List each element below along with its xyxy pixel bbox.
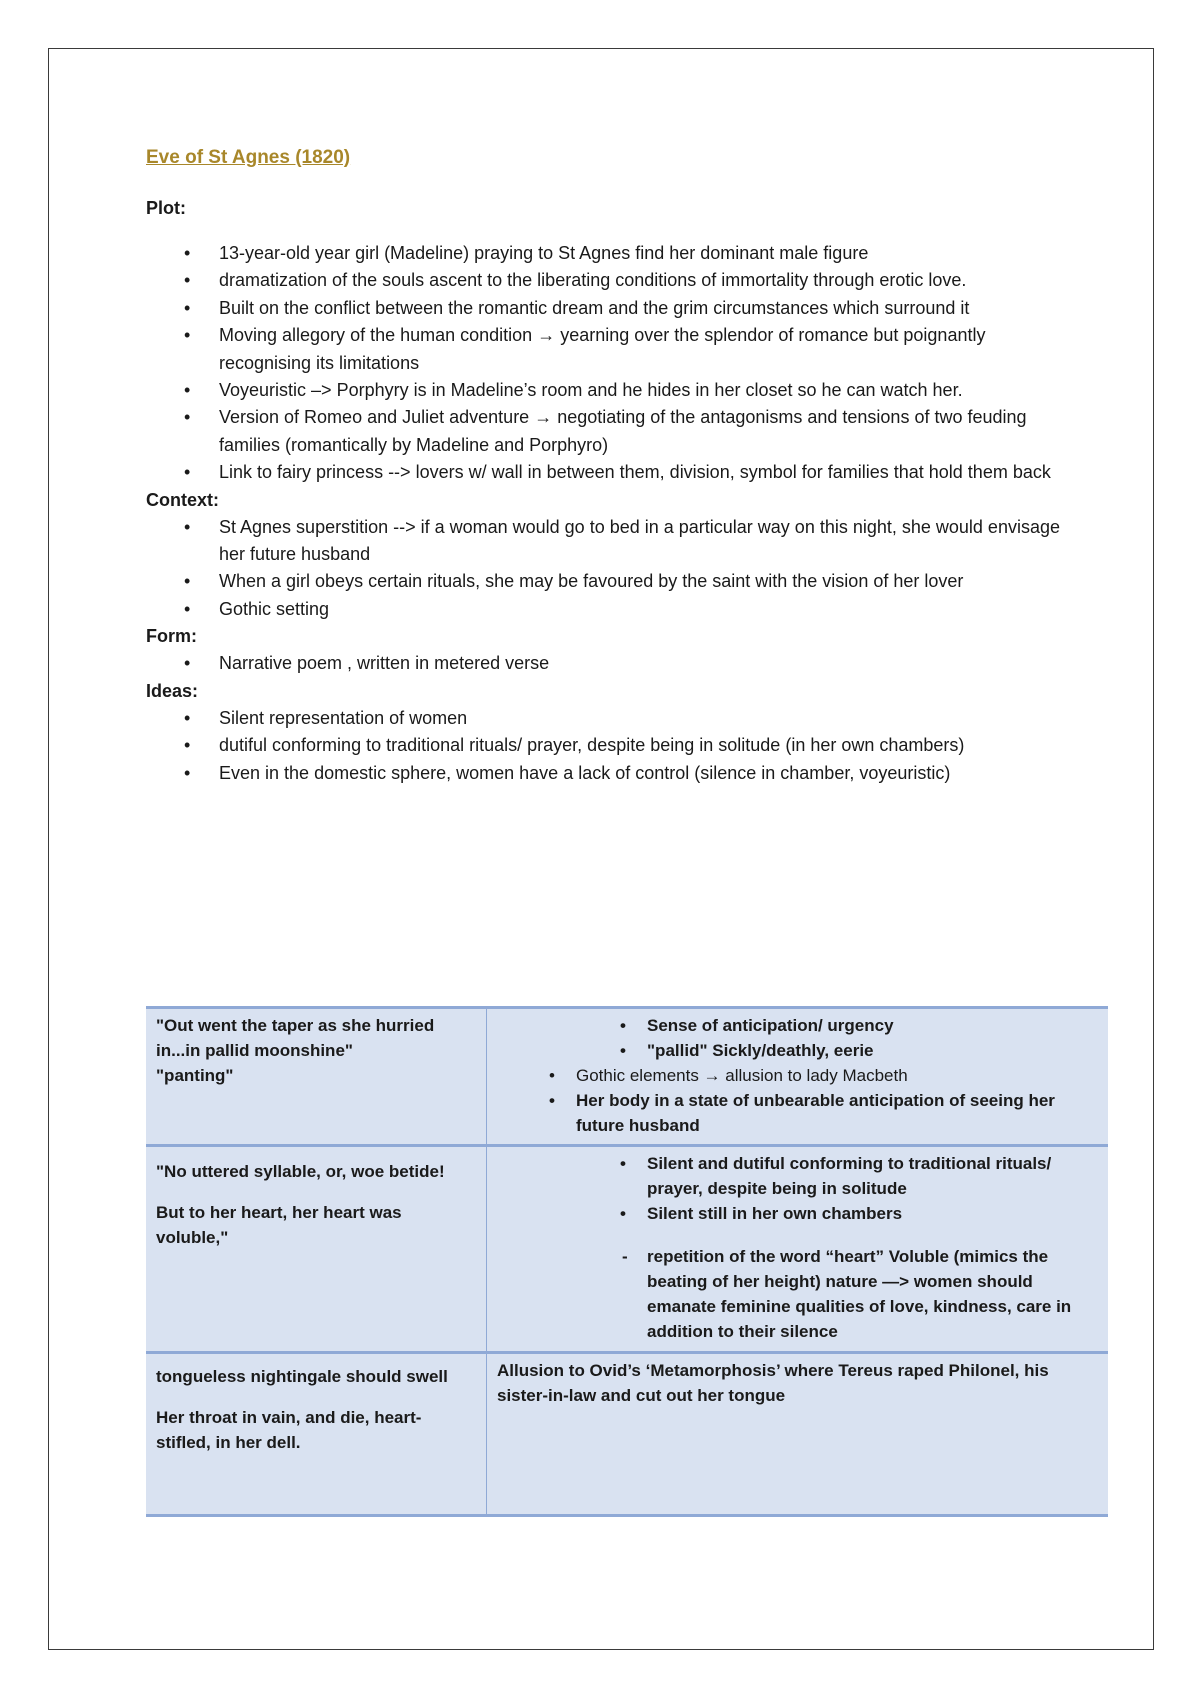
document-title: Eve of St Agnes (1820) <box>146 147 351 168</box>
analysis-list <box>497 1151 1098 1344</box>
list-item: • Moving allegory of the human condition → yearning over the splendor of romance but poignantly recognising its limitations <box>146 322 1076 377</box>
list-item: • Her body in a state of unbearable anticipation of seeing her future husband <box>497 1088 1098 1138</box>
list-item: • Link to fairy princess --> lovers w/ wall in between them, division, symbol for families that hold them back <box>146 459 1076 486</box>
list-item: • Narrative poem , written in metered verse <box>146 650 1076 677</box>
quote-cell <box>146 1353 487 1516</box>
analysis-text: Allusion to Ovid’s ‘Metamorphosis’ where Tereus raped Philonel, his sister-in-law and cut out her tongue <box>497 1361 1049 1405</box>
analysis-cell <box>487 1146 1109 1353</box>
list-item: • "pallid" Sickly/deathly, eerie <box>497 1038 1098 1063</box>
list-item: • Gothic setting <box>146 596 1076 623</box>
quote-line: Her throat in vain, and die, heart-stifled, in her dell. <box>156 1408 422 1452</box>
list-item: • 13-year-old year girl (Madeline) praying to St Agnes find her dominant male figure <box>146 240 1076 267</box>
quote-line: "Out went the taper as she hurried in...in pallid moonshine" <box>156 1016 435 1060</box>
list-item: • When a girl obeys certain rituals, she may be favoured by the saint with the vision of her lover <box>146 568 1076 595</box>
quotes-table <box>146 1006 1108 1517</box>
list-item: • Sense of anticipation/ urgency <box>497 1013 1098 1038</box>
form-heading: Form: <box>146 626 197 647</box>
list-item: • Silent representation of women <box>146 705 1076 732</box>
table-row <box>146 1146 1108 1353</box>
quote-line: "No uttered syllable, or, woe betide! <box>156 1162 445 1181</box>
quote-cell <box>146 1008 487 1146</box>
quote-cell <box>146 1146 487 1353</box>
analysis-list <box>497 1013 1098 1138</box>
list-item: • St Agnes superstition --> if a woman would go to bed in a particular way on this night, she would envisage her future husband <box>146 514 1076 569</box>
table-row <box>146 1353 1108 1516</box>
quote-line: "panting" <box>156 1066 234 1085</box>
plot-list <box>146 240 1076 487</box>
document-body <box>146 145 1076 787</box>
analysis-cell <box>487 1353 1109 1516</box>
context-heading: Context: <box>146 489 219 510</box>
context-list <box>146 514 1076 624</box>
quote-line: But to her heart, her heart was voluble," <box>156 1203 402 1247</box>
list-item: • Version of Romeo and Juliet adventure → negotiating of the antagonisms and tensions of two feuding families (romantically by Madeline and Porphyro) <box>146 404 1076 459</box>
list-item: • Built on the conflict between the romantic dream and the grim circumstances which surround it <box>146 295 1076 322</box>
list-item: • dutiful conforming to traditional rituals/ prayer, despite being in solitude (in her own chambers) <box>146 732 1076 759</box>
list-item: • Gothic elements → allusion to lady Macbeth <box>497 1063 1098 1088</box>
list-item: • Silent still in her own chambers <box>497 1201 1098 1226</box>
analysis-cell <box>487 1008 1109 1146</box>
form-list <box>146 650 1076 677</box>
ideas-list <box>146 705 1076 787</box>
table-row <box>146 1008 1108 1146</box>
list-item: • dramatization of the souls ascent to the liberating conditions of immortality through erotic love. <box>146 267 1076 294</box>
list-item: • Voyeuristic –> Porphyry is in Madeline’s room and he hides in her closet so he can watch her. <box>146 377 1076 404</box>
list-item: • Even in the domestic sphere, women have a lack of control (silence in chamber, voyeuristic) <box>146 760 1076 787</box>
list-item: - repetition of the word “heart” Voluble (mimics the beating of her height) nature —> women should emanate feminine qualities of love, kindness, care in addition to their silence <box>497 1244 1098 1344</box>
list-item: • Silent and dutiful conforming to traditional rituals/ prayer, despite being in solitude <box>497 1151 1098 1201</box>
ideas-heading: Ideas: <box>146 680 199 701</box>
quote-line: tongueless nightingale should swell <box>156 1367 448 1386</box>
plot-heading: Plot: <box>146 198 186 218</box>
